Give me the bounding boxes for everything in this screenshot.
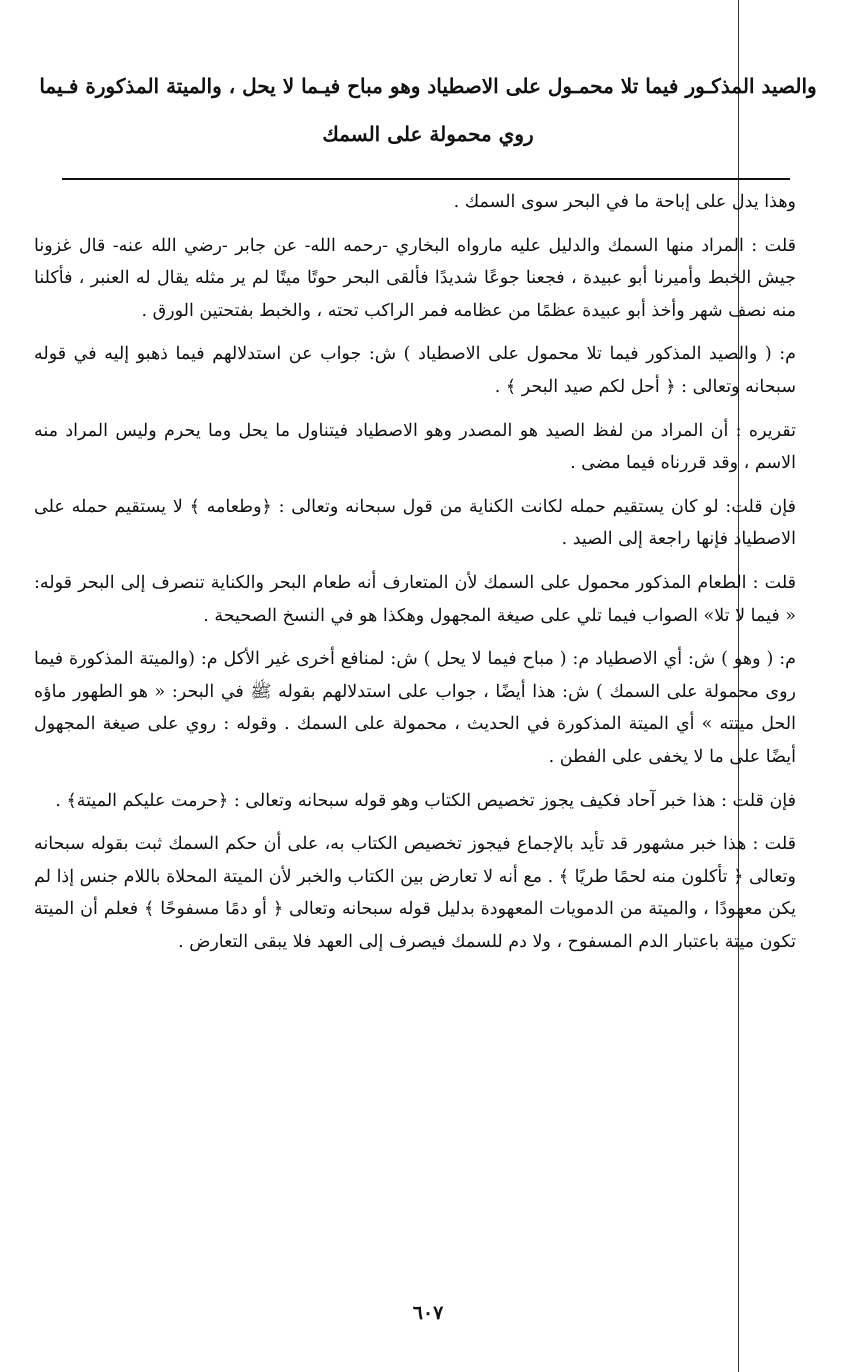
paragraph-7: م: ( وهو ) ش: أي الاصطياد م: ( مباح فيما لا يحل ) ش: لمنافع أخرى غير الأكل م: (والميتة المذكورة فيما روى محمولة على السمك ) ش: هذا أيضًا ، جواب على استدلالهم بقوله ﷺ في البحر: « هو الطهور ماؤه الحل ميتته » أي الميتة المذكورة في الحديث ، محمولة على السمك . وقوله : روي على صيغة المجهول أيضًا على ما لا يخفى على الفطن .	[34, 649, 796, 767]
paragraph-8: فإن قلت : هذا خبر آحاد فكيف يجوز تخصيص الكتاب وهو قوله سبحانه وتعالى : ﴿حرمت عليكم الميتة﴾ .	[55, 790, 796, 811]
body-text	[34, 186, 796, 969]
heading-line-1: والصيد المذكـور فيما تلا محمـول على الاصطياد وهو مباح فيـما لا يحل ، والميتة المذكورة فـيما	[39, 74, 817, 98]
paragraph-9: قلت : هذا خبر مشهور قد تأيد بالإجماع فيجوز تخصيص الكتاب به، على أن حكم السمك ثبت بقوله سبحانه وتعالى ﴿ تأكلون منه لحمًا طريًا ﴾ . مع أنه لا تعارض بين الكتاب والخبر لأن الميتة المحلاة باللام جنس إذا لم يكن معهودًا ، والميتة من الدمويات المعهودة بدليل قوله سبحانه وتعالى ﴿ أو دمًا مسفوحًا ﴾ فعلم أن الميتة تكون ميتة باعتبار الدم المسفوح ، ولا دم للسمك فيصرف إلى العهد فلا يبقى التعارض .	[34, 834, 796, 952]
header-divider	[62, 178, 790, 180]
paragraph-6: قلت : الطعام المذكور محمول على السمك لأن المتعارف أنه طعام البحر والكناية تنصرف إلى البحر قوله: « فيما لا تلا» الصواب فيما تلي على صيغة المجهول وهكذا هو في النسخ الصحيحة .	[34, 572, 796, 626]
paragraph-5: فإن قلت: لو كان يستقيم حمله لكانت الكناية من قول سبحانه وتعالى : ﴿وطعامه ﴾ لا يستقيم حمله على الاصطياد فإنها راجعة إلى الصيد .	[34, 496, 796, 550]
paragraph-4: تقريره : أن المراد من لفظ الصيد هو المصدر وهو الاصطياد فيتناول ما يحل وما يحرم وليس المراد منه الاسم ، وقد قررناه فيما مضى .	[34, 420, 796, 474]
paragraph-2: قلت : المراد منها السمك والدليل عليه مارواه البخاري -رحمه الله- عن جابر -رضي الله عنه- قال غزونا جيش الخبط وأميرنا أبو عبيدة ، فجعنا جوعًا شديدًا فألقى البحر حوتًا ميتًا لم ير مثله يقال له العنبر ، فأكلنا منه نصف شهر وأخذ أبو عبيدة عظمًا من عظامه فمر الراكب تحته ، والخبط بفتحتين الورق .	[34, 235, 796, 321]
page-number: ٦٠٧	[412, 1302, 444, 1324]
paragraph-3: م: ( والصيد المذكور فيما تلا محمول على الاصطياد ) ش: جواب عن استدلالهم فيما ذهبو إليه في قوله سبحانه وتعالى : ﴿ أحل لكم صيد البحر ﴾ .	[34, 344, 796, 397]
section-heading	[24, 62, 832, 158]
paragraph-1: وهذا يدل على إباحة ما في البحر سوى السمك .	[453, 192, 796, 212]
heading-line-2: روي محمولة على السمك	[322, 122, 534, 146]
